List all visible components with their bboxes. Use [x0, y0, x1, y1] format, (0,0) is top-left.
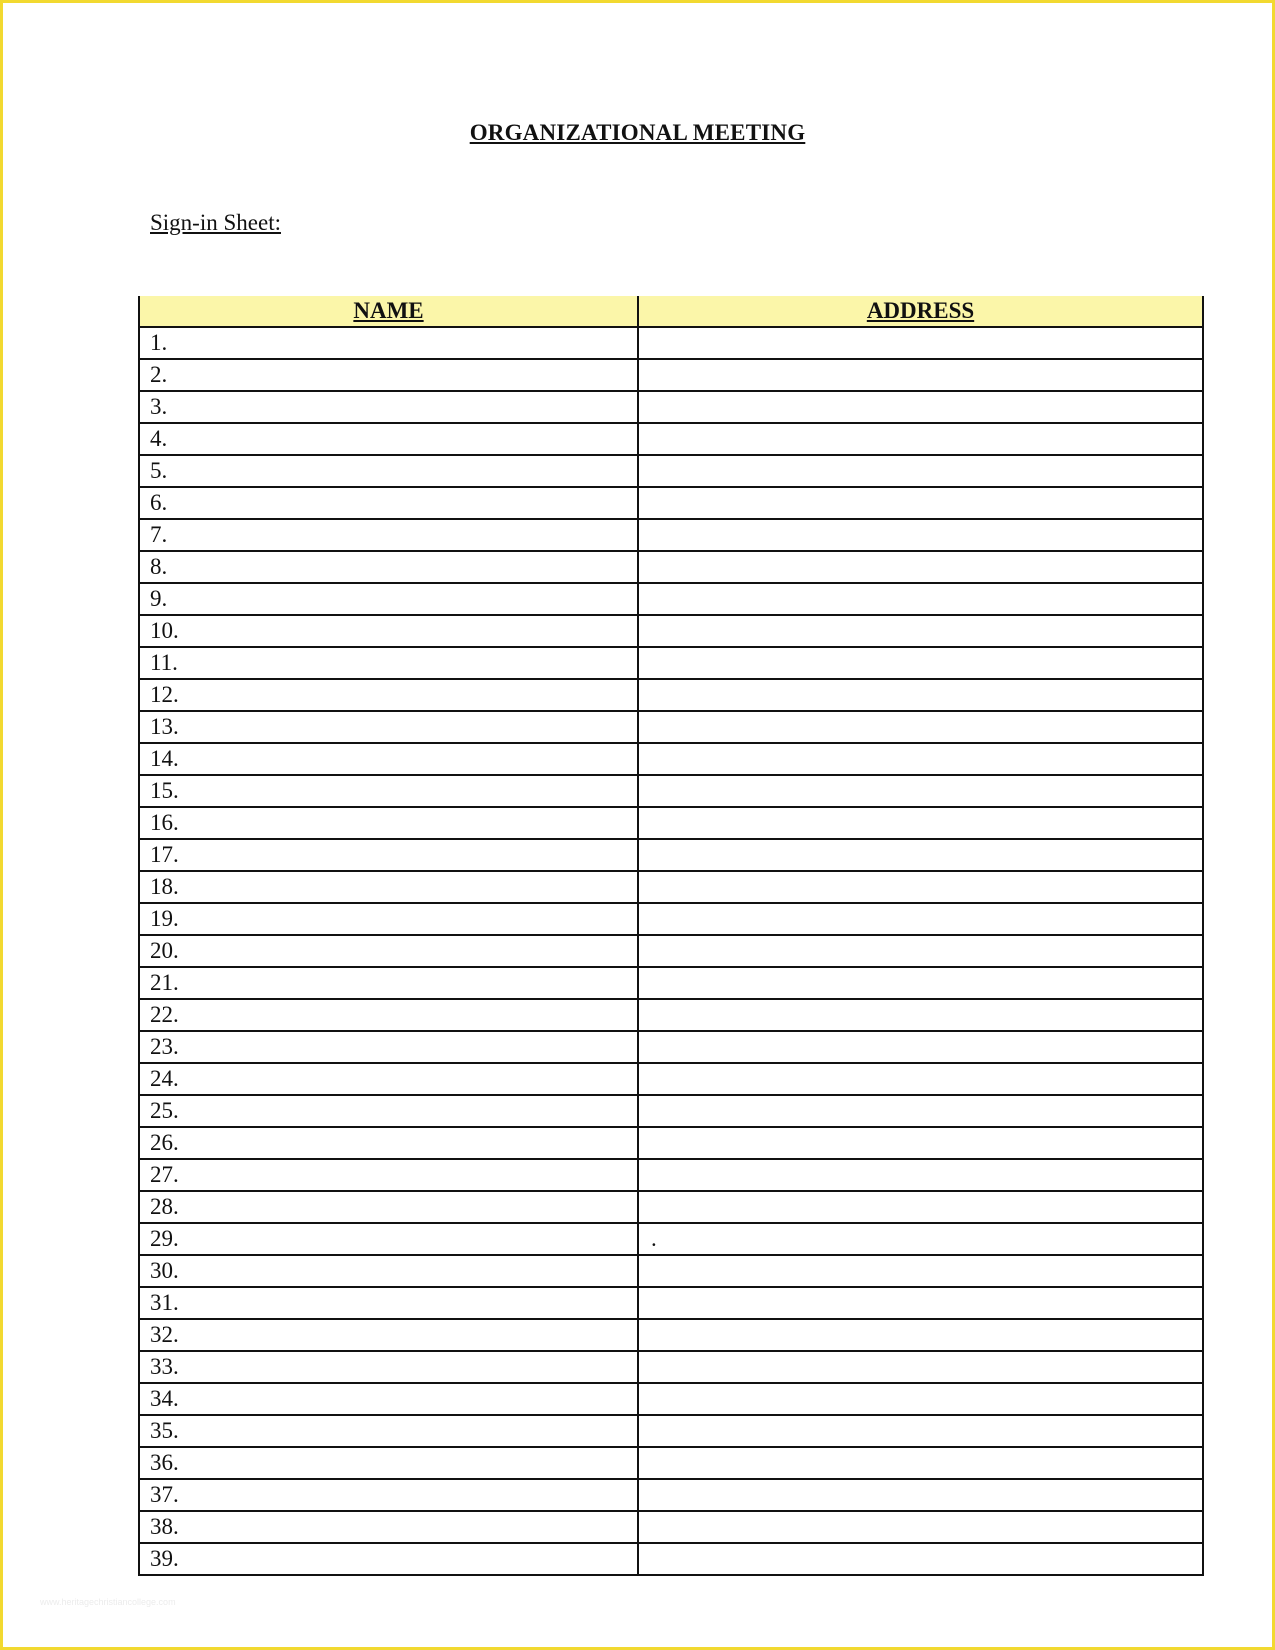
column-header-address: ADDRESS	[638, 296, 1203, 327]
address-cell[interactable]	[638, 391, 1203, 423]
name-cell[interactable]: 23.	[139, 1031, 638, 1063]
address-cell[interactable]	[638, 359, 1203, 391]
table-row	[139, 1287, 1203, 1319]
name-cell[interactable]: 14.	[139, 743, 638, 775]
address-cell[interactable]	[638, 1415, 1203, 1447]
name-cell[interactable]: 29.	[139, 1223, 638, 1255]
address-cell[interactable]	[638, 1127, 1203, 1159]
table-row	[139, 647, 1203, 679]
table-header-row	[139, 296, 1203, 327]
name-cell[interactable]: 5.	[139, 455, 638, 487]
name-cell[interactable]: 18.	[139, 871, 638, 903]
name-cell[interactable]: 27.	[139, 1159, 638, 1191]
name-cell[interactable]: 3.	[139, 391, 638, 423]
table-row	[139, 1351, 1203, 1383]
table-row	[139, 455, 1203, 487]
table-row	[139, 679, 1203, 711]
address-cell[interactable]	[638, 679, 1203, 711]
table-row	[139, 903, 1203, 935]
address-cell[interactable]	[638, 583, 1203, 615]
address-cell[interactable]	[638, 1447, 1203, 1479]
address-cell[interactable]	[638, 1319, 1203, 1351]
table-row	[139, 1159, 1203, 1191]
address-cell[interactable]	[638, 615, 1203, 647]
table-row	[139, 839, 1203, 871]
table-row	[139, 519, 1203, 551]
name-cell[interactable]: 1.	[139, 327, 638, 359]
table-row	[139, 775, 1203, 807]
address-cell[interactable]	[638, 1383, 1203, 1415]
address-cell[interactable]: .	[638, 1223, 1203, 1255]
name-cell[interactable]: 15.	[139, 775, 638, 807]
name-cell[interactable]: 32.	[139, 1319, 638, 1351]
name-cell[interactable]: 17.	[139, 839, 638, 871]
address-cell[interactable]	[638, 487, 1203, 519]
table-row	[139, 711, 1203, 743]
table-row	[139, 999, 1203, 1031]
table-row	[139, 1319, 1203, 1351]
page-title: ORGANIZATIONAL MEETING	[469, 120, 806, 145]
table-row	[139, 743, 1203, 775]
table-row	[139, 487, 1203, 519]
name-cell[interactable]: 22.	[139, 999, 638, 1031]
address-cell[interactable]	[638, 1191, 1203, 1223]
signin-table	[138, 296, 1204, 1576]
address-cell[interactable]	[638, 871, 1203, 903]
address-cell[interactable]	[638, 1255, 1203, 1287]
name-cell[interactable]: 13.	[139, 711, 638, 743]
address-cell[interactable]	[638, 1095, 1203, 1127]
table-row	[139, 1543, 1203, 1575]
column-header-name: NAME	[139, 296, 638, 327]
table-row	[139, 1479, 1203, 1511]
table-row	[139, 551, 1203, 583]
address-cell[interactable]	[638, 775, 1203, 807]
table-row	[139, 583, 1203, 615]
table-row	[139, 871, 1203, 903]
watermark: www.heritagechristiancollege.com	[40, 1597, 176, 1607]
address-cell[interactable]	[638, 1351, 1203, 1383]
name-cell[interactable]: 8.	[139, 551, 638, 583]
name-cell[interactable]: 39.	[139, 1543, 638, 1575]
address-cell[interactable]	[638, 967, 1203, 999]
table-row	[139, 1383, 1203, 1415]
table-row	[139, 967, 1203, 999]
table-row	[139, 1031, 1203, 1063]
name-cell[interactable]: 30.	[139, 1255, 638, 1287]
address-cell[interactable]	[638, 935, 1203, 967]
name-cell[interactable]: 4.	[139, 423, 638, 455]
table-row	[139, 1255, 1203, 1287]
address-cell[interactable]	[638, 455, 1203, 487]
address-cell[interactable]	[638, 1159, 1203, 1191]
address-cell[interactable]	[638, 1511, 1203, 1543]
address-cell[interactable]	[638, 743, 1203, 775]
address-cell[interactable]	[638, 1287, 1203, 1319]
name-cell[interactable]: 16.	[139, 807, 638, 839]
table-row	[139, 1191, 1203, 1223]
table-row	[139, 1447, 1203, 1479]
name-cell[interactable]: 11.	[139, 647, 638, 679]
sheet-subtitle: Sign-in Sheet:	[150, 210, 281, 235]
address-cell[interactable]	[638, 999, 1203, 1031]
name-cell[interactable]: 2.	[139, 359, 638, 391]
name-cell[interactable]: 24.	[139, 1063, 638, 1095]
address-cell[interactable]	[638, 1063, 1203, 1095]
table-row	[139, 1063, 1203, 1095]
name-cell[interactable]: 36.	[139, 1447, 638, 1479]
address-cell[interactable]	[638, 1479, 1203, 1511]
address-cell[interactable]	[638, 839, 1203, 871]
name-cell[interactable]: 21.	[139, 967, 638, 999]
name-cell[interactable]: 19.	[139, 903, 638, 935]
name-cell[interactable]: 9.	[139, 583, 638, 615]
table-row	[139, 423, 1203, 455]
table-row	[139, 1511, 1203, 1543]
name-cell[interactable]: 35.	[139, 1415, 638, 1447]
address-cell[interactable]	[638, 551, 1203, 583]
table-row	[139, 359, 1203, 391]
address-cell[interactable]	[638, 327, 1203, 359]
address-cell[interactable]	[638, 1543, 1203, 1575]
name-cell[interactable]: 37.	[139, 1479, 638, 1511]
name-cell[interactable]: 25.	[139, 1095, 638, 1127]
name-cell[interactable]: 7.	[139, 519, 638, 551]
address-cell[interactable]	[638, 519, 1203, 551]
address-cell[interactable]	[638, 711, 1203, 743]
name-cell[interactable]: 38.	[139, 1511, 638, 1543]
name-cell[interactable]: 28.	[139, 1191, 638, 1223]
name-cell[interactable]: 26.	[139, 1127, 638, 1159]
table-row	[139, 1223, 1203, 1255]
table-row	[139, 1095, 1203, 1127]
name-cell[interactable]: 20.	[139, 935, 638, 967]
name-cell[interactable]: 34.	[139, 1383, 638, 1415]
table-row	[139, 935, 1203, 967]
table-row	[139, 807, 1203, 839]
address-cell[interactable]	[638, 647, 1203, 679]
name-cell[interactable]: 6.	[139, 487, 638, 519]
table-row	[139, 391, 1203, 423]
address-cell[interactable]	[638, 903, 1203, 935]
name-cell[interactable]: 10.	[139, 615, 638, 647]
table-body	[139, 327, 1203, 1575]
address-cell[interactable]	[638, 423, 1203, 455]
address-cell[interactable]	[638, 807, 1203, 839]
table-row	[139, 1127, 1203, 1159]
table-row	[139, 1415, 1203, 1447]
name-cell[interactable]: 33.	[139, 1351, 638, 1383]
table-row	[139, 327, 1203, 359]
table-row	[139, 615, 1203, 647]
address-cell[interactable]	[638, 1031, 1203, 1063]
name-cell[interactable]: 12.	[139, 679, 638, 711]
name-cell[interactable]: 31.	[139, 1287, 638, 1319]
